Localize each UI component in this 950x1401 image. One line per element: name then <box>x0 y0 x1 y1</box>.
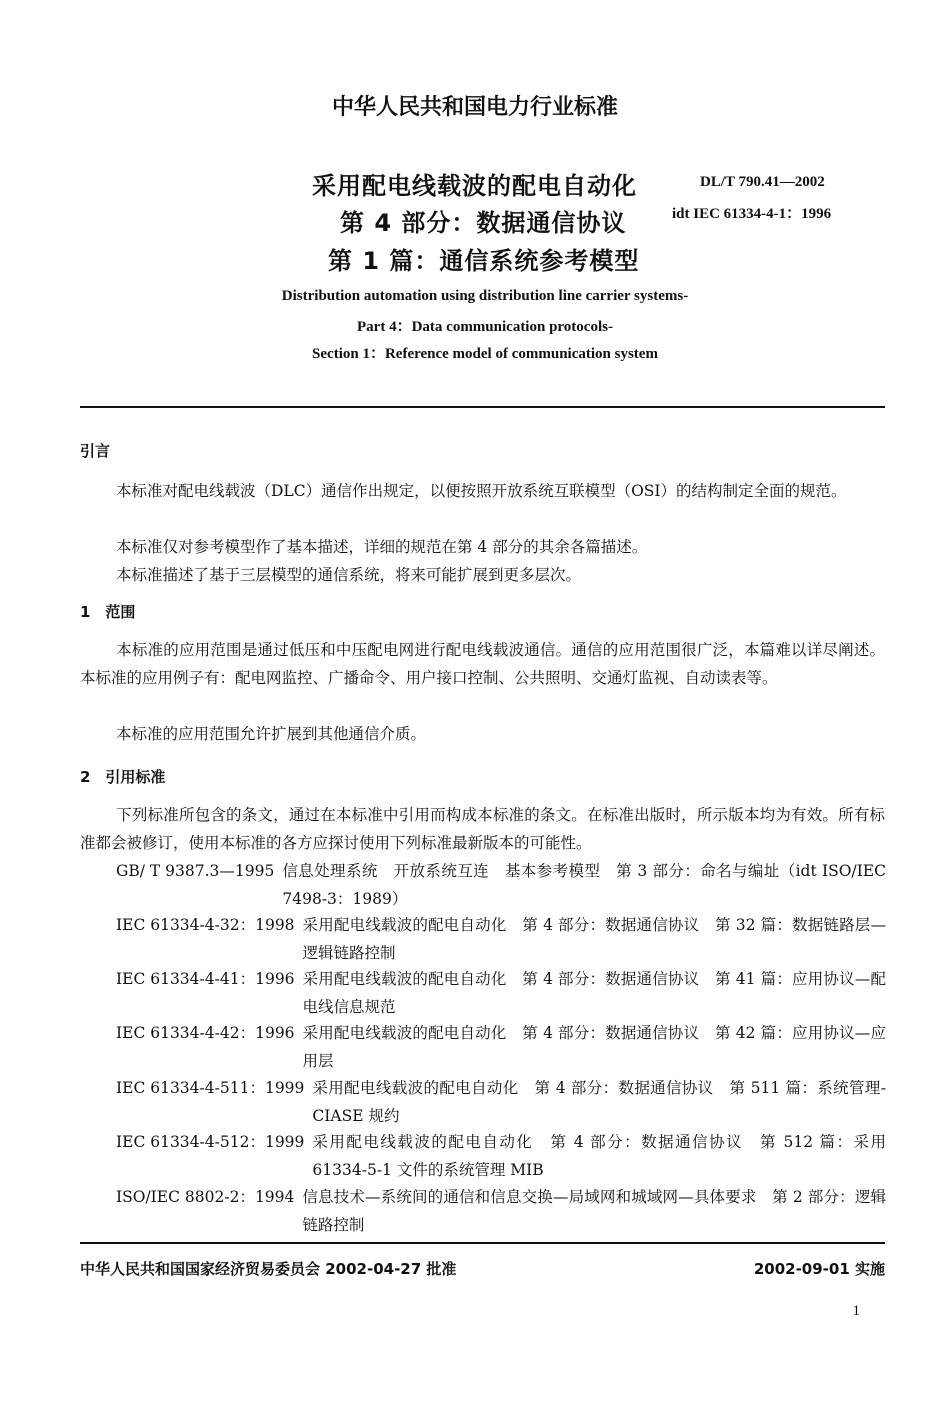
idt-code: idt IEC 61334-4-1：1996 <box>672 206 832 222</box>
title-en-line-1: Distribution automation using distribution line carrier systems- <box>281 288 689 304</box>
reference-title: 采用配电线载波的配电自动化 第 4 部分：数据通信协议 第 512 篇：采用 61334-5-1 文件的系统管理 MIB <box>312 1133 886 1179</box>
standard-code: DL/T 790.41—2002 <box>700 174 825 190</box>
title-cn-line-1: 采用配电线载波的配电自动化 <box>312 172 637 200</box>
intro-paragraph-2 <box>80 533 885 561</box>
reference-item <box>116 857 886 913</box>
approval-footer: 中华人民共和国国家经济贸易委员会 2002-04-27 批准 <box>80 1260 457 1278</box>
intro-paragraph-1-text: 本标准对配电线载波（DLC）通信作出规定，以便按照开放系统互联模型（OSI）的结构制定全面的规范。 <box>116 482 847 500</box>
section-2-paragraph <box>80 801 885 857</box>
reference-title: 采用配电线载波的配电自动化 第 4 部分：数据通信协议 第 32 篇：数据链路层—逻辑链路控制 <box>302 916 886 962</box>
reference-item <box>116 1019 886 1075</box>
title-en-line-2: Part 4：Data communication protocols- <box>357 319 613 335</box>
reference-code: IEC 61334-4-32：1998 <box>116 916 295 934</box>
section-1-paragraph-1 <box>80 636 885 692</box>
intro-heading: 引言 <box>80 442 111 460</box>
title-cn-line-2: 第 4 部分：数据通信协议 <box>340 209 627 237</box>
standard-header: 中华人民共和国电力行业标准 <box>331 95 618 120</box>
bottom-divider <box>80 1242 885 1244</box>
reference-code: GB/ T 9387.3—1995 <box>116 862 275 880</box>
reference-title: 信息处理系统 开放系统互连 基本参考模型 第 3 部分：命名与编址（idt ISO/IEC 7498-3：1989） <box>282 862 886 908</box>
reference-title: 信息技术—系统间的通信和信息交换—局域网和城域网—具体要求 第 2 部分：逻辑链路控制 <box>302 1188 886 1234</box>
section-2-heading: 2 引用标准 <box>80 768 166 786</box>
section-1-paragraph-2-text: 本标准的应用范围允许扩展到其他通信介质。 <box>116 725 427 743</box>
intro-paragraph-1 <box>80 477 885 505</box>
implementation-footer: 2002-09-01 实施 <box>753 1260 885 1278</box>
section-1-paragraph-1-text: 本标准的应用范围是通过低压和中压配电网进行配电线载波通信。通信的应用范围很广泛，本篇难以详尽阐述。本标准的应用例子有：配电网监控、广播命令、用户接口控制、公共照明、交通灯监视、自动读表等。 <box>80 641 885 687</box>
page-number: 1 <box>852 1303 860 1319</box>
reference-code: ISO/IEC 8802-2：1994 <box>116 1188 295 1206</box>
reference-item <box>116 1128 886 1184</box>
section-1-paragraph-2 <box>80 720 885 748</box>
top-divider <box>80 406 885 408</box>
reference-title: 采用配电线载波的配电自动化 第 4 部分：数据通信协议 第 41 篇：应用协议—配电线信息规范 <box>302 970 886 1016</box>
reference-item <box>116 965 886 1021</box>
intro-paragraph-3 <box>80 561 885 589</box>
reference-title: 采用配电线载波的配电自动化 第 4 部分：数据通信协议 第 42 篇：应用协议—应用层 <box>302 1024 886 1070</box>
reference-item <box>116 1183 886 1239</box>
section-1-heading: 1 范围 <box>80 603 136 621</box>
reference-code: IEC 61334-4-511：1999 <box>116 1079 305 1097</box>
title-cn-line-3: 第 1 篇：通信系统参考模型 <box>328 247 640 275</box>
reference-code: IEC 61334-4-512：1999 <box>116 1133 305 1151</box>
reference-title: 采用配电线载波的配电自动化 第 4 部分：数据通信协议 第 511 篇：系统管理-CIASE 规约 <box>312 1079 886 1125</box>
reference-code: IEC 61334-4-41：1996 <box>116 970 295 988</box>
section-2-paragraph-text: 下列标准所包含的条文，通过在本标准中引用而构成本标准的条文。在标准出版时，所示版本均为有效。所有标准都会被修订，使用本标准的各方应探讨使用下列标准最新版本的可能性。 <box>80 806 885 852</box>
reference-code: IEC 61334-4-42：1996 <box>116 1024 295 1042</box>
intro-paragraph-2-text: 本标准仅对参考模型作了基本描述，详细的规范在第 4 部分的其余各篇描述。 <box>116 538 648 556</box>
reference-item <box>116 1074 886 1130</box>
title-en-line-3: Section 1：Reference model of communication system <box>312 346 658 362</box>
reference-item <box>116 911 886 967</box>
intro-paragraph-3-text: 本标准描述了基于三层模型的通信系统，将来可能扩展到更多层次。 <box>116 566 582 584</box>
